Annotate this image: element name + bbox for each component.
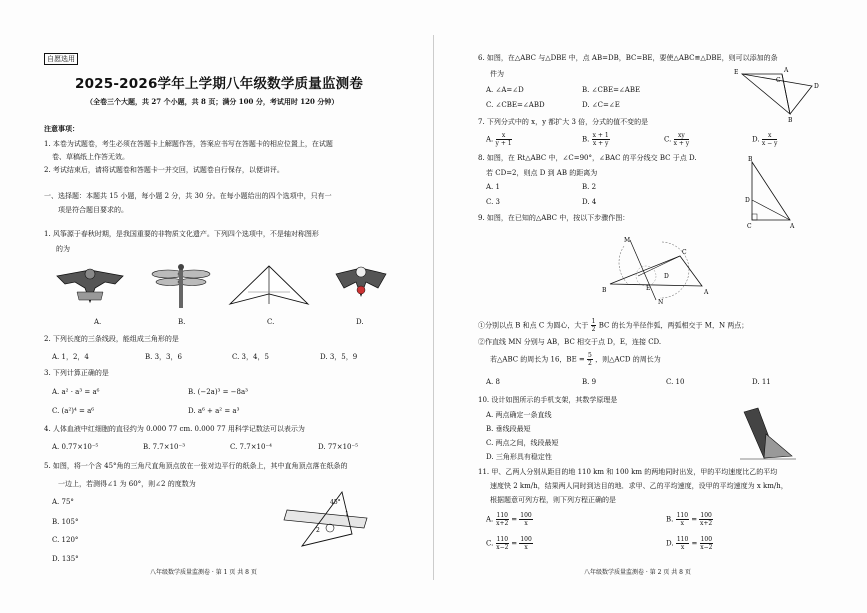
- q8-option-d[interactable]: D. 4: [582, 198, 597, 206]
- q4-text: 4. 人体血液中红细胞的直径约为 0.000 77 cm. 0.000 77 用科学记数法可以表示为: [44, 425, 305, 433]
- q11-option-a[interactable]: A. $\frac{110}{x+2}$ = $\frac{100}{x}$: [486, 512, 532, 527]
- q6-text-b: 件为: [490, 70, 504, 78]
- q3-option-a[interactable]: A. a² · a³ = a⁶: [52, 388, 100, 396]
- q5-figure: [282, 488, 372, 550]
- notice-1a: 1. 本卷为试题卷，考生必须在答题卡上解题作答，答案应书写在答题卡的相应位置上，在试题: [44, 140, 333, 148]
- notice-2: 2. 考试结束后，请将试题卷和答题卡一并交回，试题卷自行保存，以便讲评。: [44, 166, 284, 174]
- q8-label-a: A: [790, 223, 795, 230]
- q9-step-1: ①分别以点 B 和点 C 为圆心，大于 $\frac{1}{2}$ BC 的长为半径作弧，两弧相交于 M，N 两点；: [478, 318, 749, 333]
- q3-option-d[interactable]: D. a⁶ + a² = a³: [188, 407, 240, 415]
- q9-label-e: E: [646, 285, 651, 292]
- q5-angle-2: 2: [316, 527, 320, 534]
- q9-label-m: M: [624, 237, 631, 244]
- q4-option-c[interactable]: C. 7.7×10⁻⁴: [230, 443, 272, 451]
- section-1-heading-b: 项是符合题目要求的。: [58, 206, 128, 214]
- q4-option-b[interactable]: B. 7.7×10⁻³: [143, 443, 185, 451]
- q5-option-d[interactable]: D. 135°: [52, 555, 79, 563]
- q5-text-b: 一边上，若测得∠1 为 60°，则∠2 的度数为: [58, 480, 196, 488]
- kite-bird-figure: [332, 262, 390, 310]
- q11-text-b: 速度快 2 km/h，结果两人同时到达目的地．求甲、乙的平均速度，设甲的平均速度为 x km/h，: [490, 482, 788, 490]
- q6-label-b: B: [788, 117, 793, 124]
- q6-option-c[interactable]: C. ∠CBE=∠ABD: [486, 101, 545, 109]
- q7-option-b[interactable]: B. $\frac{x + 1}{x + y}$: [582, 132, 609, 147]
- page-2: [434, 0, 867, 613]
- q8-label-d: D: [745, 197, 750, 204]
- q10-option-d[interactable]: D. 三角形具有稳定性: [486, 453, 552, 461]
- q3-option-b[interactable]: B. (−2a)³ = −8a³: [188, 388, 248, 396]
- q2-option-b[interactable]: B. 3，3，6: [145, 353, 182, 361]
- q1-label-b: B.: [178, 318, 186, 326]
- q5-angle-1: 1: [345, 511, 349, 518]
- q9-label-c: C: [682, 249, 687, 256]
- notice-1b: 卷、草稿纸上作答无效。: [52, 153, 129, 161]
- q5-option-a[interactable]: A. 75°: [52, 498, 74, 506]
- q11-text-a: 11. 甲、乙两人分别从距目的地 110 km 和 100 km 的两地同时出发，甲的平均速度比乙的平均: [478, 468, 778, 476]
- q6-option-d[interactable]: D. ∠C=∠E: [582, 101, 620, 109]
- q1-text-b: 的为: [56, 245, 70, 253]
- q8-label-c: C: [747, 223, 752, 230]
- q2-text: 2. 下列长度的三条线段，能组成三角形的是: [44, 335, 179, 343]
- q2-option-a[interactable]: A. 1，2，4: [52, 353, 89, 361]
- q1-text-a: 1. 风筝源于春秋时期，是我国重要的非物质文化遗产。下列四个选项中，不是轴对称图形: [44, 230, 319, 238]
- q11-text-c: 根据题意可列方程，则下列方程正确的是: [490, 496, 616, 504]
- q2-option-c[interactable]: C. 3，4，5: [232, 353, 269, 361]
- q9-option-c[interactable]: C. 10: [666, 378, 685, 386]
- q7-option-d[interactable]: D. $\frac{x}{x - y}$: [752, 132, 778, 147]
- q9-label-d: D: [664, 273, 669, 280]
- q7-option-a[interactable]: A. $\frac{x}{y + 1}$: [486, 132, 512, 147]
- q10-option-a[interactable]: A. 两点确定一条直线: [486, 411, 552, 419]
- kite-dragonfly-figure: [150, 262, 212, 310]
- page-2-footer: 八年级数学质量监测卷 · 第 2 页 共 8 页: [584, 569, 691, 576]
- q4-option-a[interactable]: A. 0.77×10⁻⁵: [52, 443, 99, 451]
- q5-text-a: 5. 如图，将一个含 45°角的三角尺直角顶点放在一张对边平行的纸条上，其中直角顶点落在纸条的: [44, 462, 348, 470]
- voluntary-badge: 自愿选用: [44, 53, 78, 65]
- q5-angle-45: 45°: [330, 499, 341, 506]
- q9-figure: [602, 232, 712, 304]
- q6-label-c: C: [776, 77, 781, 84]
- q8-figure: [744, 158, 794, 228]
- q8-option-c[interactable]: C. 3: [486, 198, 501, 206]
- phone-stand-figure: [736, 404, 798, 462]
- q7-text: 7. 下列分式中的 x，y 都扩大 3 倍，分式的值不变的是: [478, 118, 649, 126]
- q1-label-c: C.: [267, 318, 275, 326]
- q10-option-c[interactable]: C. 两点之间，线段最短: [486, 439, 559, 447]
- notice-title: 注意事项：: [44, 124, 79, 133]
- kite-eagle-figure: [55, 262, 125, 310]
- q6-label-e: E: [734, 69, 739, 76]
- q9-option-b[interactable]: B. 9: [582, 378, 597, 386]
- q9-step-3: 若△ABC 的周长为 16，BE = $\frac{5}{2}$ ，则△ACD 的周长为: [490, 352, 661, 367]
- q11-option-c[interactable]: C. $\frac{110}{x-2}$ = $\frac{100}{x}$: [486, 536, 532, 551]
- q9-label-b: B: [602, 287, 607, 294]
- q6-label-d: D: [814, 83, 819, 90]
- q8-option-a[interactable]: A. 1: [486, 183, 500, 191]
- q3-option-c[interactable]: C. (a²)⁴ = a⁶: [52, 407, 95, 415]
- q1-label-a: A.: [94, 318, 102, 326]
- q9-option-a[interactable]: A. 8: [486, 378, 500, 386]
- q10-text: 10. 设计如图所示的手机支架，其数学原理是: [478, 396, 618, 404]
- q8-text-b: 若 CD=2，则点 D 到 AB 的距离为: [486, 169, 598, 177]
- section-1-heading-a: 一、选择题：本题共 15 小题，每小题 2 分，共 30 分。在每小题给出的四个选项中，只有一: [44, 192, 332, 200]
- q6-label-a: A: [784, 67, 789, 74]
- page-1-footer: 八年级数学质量监测卷 · 第 1 页 共 8 页: [150, 569, 257, 576]
- q11-option-b[interactable]: B. $\frac{110}{x}$ = $\frac{100}{x+2}$: [666, 512, 713, 527]
- q7-option-c[interactable]: C. $\frac{xy}{x + y}$: [664, 132, 690, 147]
- kite-delta-figure: [228, 264, 310, 308]
- page-1: [0, 0, 433, 613]
- q9-label-a: A: [704, 289, 709, 296]
- q6-text-a: 6. 如图，在△ABC 与△DBE 中，点 AB=DB，BC=BE，要使△ABC≌△DBE，则可以添加的条: [478, 54, 778, 62]
- q6-option-b[interactable]: B. ∠CBE=∠ABE: [582, 86, 641, 94]
- q10-option-b[interactable]: B. 垂线段最短: [486, 425, 531, 433]
- q4-option-d[interactable]: D. 77×10⁻⁵: [318, 443, 358, 451]
- q9-text: 9. 如图，在已知的△ABC 中，按以下步骤作图：: [478, 214, 630, 222]
- q2-option-d[interactable]: D. 3，5，9: [320, 353, 358, 361]
- exam-title: 2025-2026学年上学期八年级数学质量监测卷: [75, 76, 364, 92]
- q6-figure: [732, 66, 822, 124]
- exam-subtitle: （全卷三个大题，共 27 个小题，共 8 页；满分 100 分，考试用时 120 分钟）: [86, 97, 339, 106]
- q9-step-2: ②作直线 MN 分别与 AB，BC 相交于点 D，E，连接 CD.: [478, 338, 662, 346]
- q3-text: 3. 下列计算正确的是: [44, 369, 109, 377]
- q8-text-a: 8. 如图，在 Rt△ABC 中，∠C=90°，∠BAC 的平分线交 BC 于点 D.: [478, 154, 697, 162]
- q1-label-d: D.: [356, 318, 364, 326]
- q6-option-a[interactable]: A. ∠A=∠D: [486, 86, 524, 94]
- q8-label-b: B: [748, 156, 753, 163]
- q9-label-n: N: [658, 299, 664, 306]
- q5-option-c[interactable]: C. 120°: [52, 536, 79, 544]
- q9-option-d[interactable]: D. 11: [752, 378, 771, 386]
- q5-option-b[interactable]: B. 105°: [52, 518, 79, 526]
- q11-option-d[interactable]: D. $\frac{110}{x}$ = $\frac{100}{x-2}$: [666, 536, 713, 551]
- q8-option-b[interactable]: B. 2: [582, 183, 597, 191]
